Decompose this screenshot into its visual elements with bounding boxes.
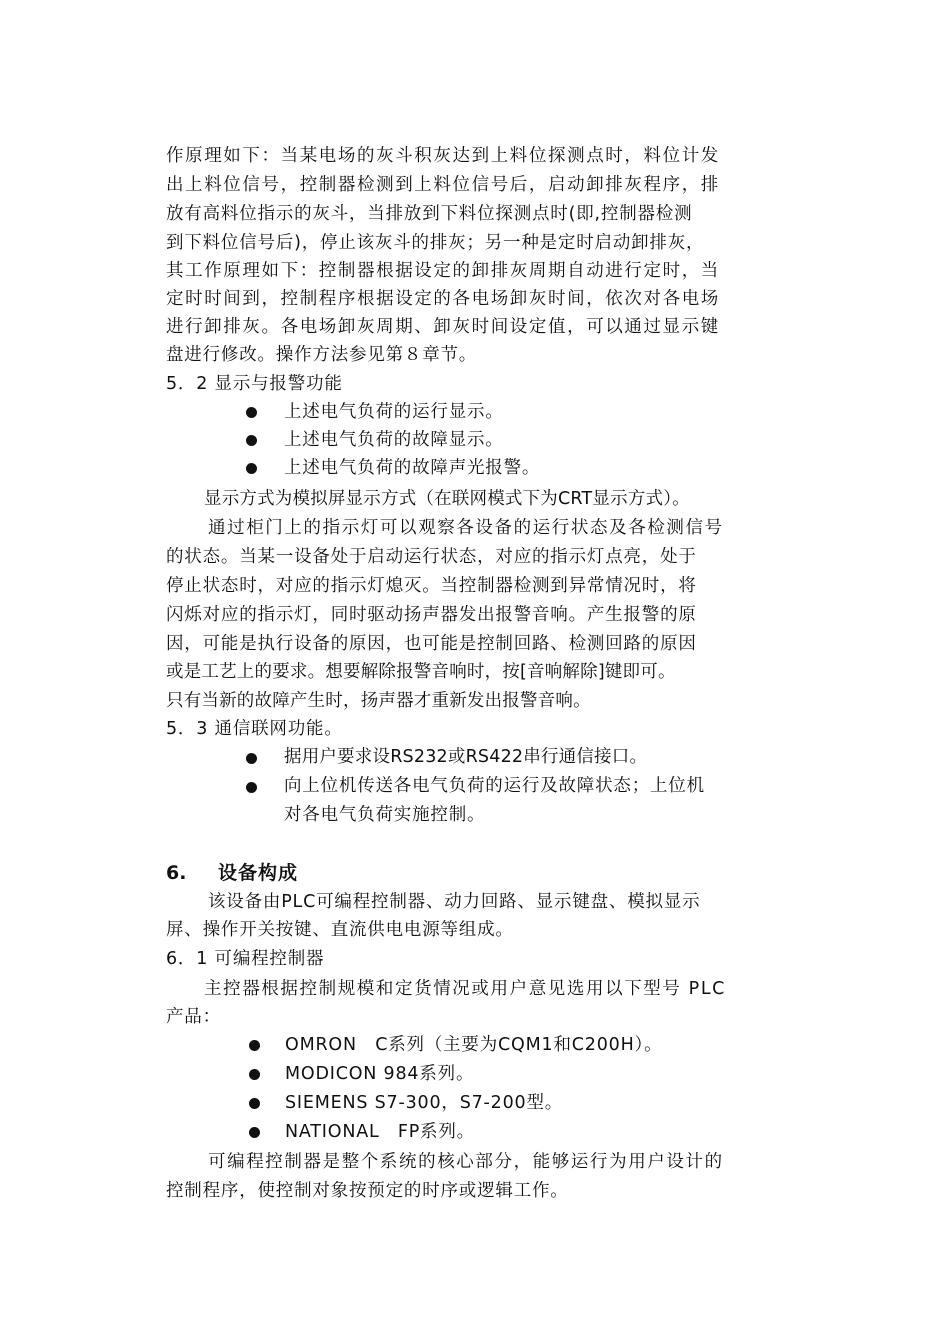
- paragraph-line: 产品：: [166, 1007, 221, 1027]
- paragraph-line: 只有当新的故障产生时，扬声器才重新发出报警音响。: [166, 691, 591, 711]
- paragraph-line: 作原理如下：当某电场的灰斗积灰达到上料位探测点时，料位计发: [166, 146, 720, 166]
- bullet-item: NATIONAL FP系列。: [285, 1122, 475, 1142]
- paragraph-line: 该设备由PLC可编程控制器、动力回路、显示键盘、模拟显示: [208, 892, 701, 912]
- bullet-dot: [246, 782, 257, 793]
- paragraph-line: 停止状态时，对应的指示灯熄灭。当控制器检测到异常情况时，将: [166, 576, 697, 596]
- paragraph-line: 可编程控制器是整个系统的核心部分，能够运行为用户设计的: [208, 1152, 724, 1172]
- bullet-dot: [246, 435, 257, 446]
- paragraph-line: 盘进行修改。操作方法参见第８章节。: [166, 345, 478, 365]
- paragraph-line: 因，可能是执行设备的原因，也可能是控制回路、检测回路的原因: [166, 634, 697, 654]
- paragraph-line: 显示方式为模拟屏显示方式（在联网模式下为CRT显示方式）。: [204, 489, 690, 509]
- bullet-dot: [246, 753, 257, 764]
- paragraph-line: 出上料位信号，控制器检测到上料位信号后，启动卸排灰程序，排: [166, 175, 720, 195]
- paragraph-line: 到下料位信号后)，停止该灰斗的排灰；另一种是定时启动卸排灰，: [166, 233, 705, 253]
- bullet-item: 向上位机传送各电气负荷的运行及故障状态；上位机: [284, 776, 705, 796]
- bullet-item: 上述电气负荷的运行显示。: [284, 402, 504, 422]
- section-heading: 6．1 可编程控制器: [166, 949, 325, 969]
- bullet-item: 上述电气负荷的故障声光报警。: [284, 458, 541, 478]
- section-heading: 5．3 通信联网功能。: [166, 719, 343, 739]
- bullet-item: SIEMENS S7-300，S7-200型。: [285, 1093, 564, 1113]
- paragraph-line: 定时时间到，控制程序根据设定的各电场卸灰时间，依次对各电场: [166, 289, 720, 309]
- bullet-dot: [249, 1127, 260, 1138]
- section-heading: 5．2 显示与报警功能: [166, 374, 343, 394]
- paragraph-line: 放有高料位指示的灰斗，当排放到下料位探测点时(即,控制器检测: [166, 204, 693, 224]
- bullet-dot: [249, 1069, 260, 1080]
- paragraph-line: 控制程序，使控制对象按预定的时序或逻辑工作。: [166, 1181, 569, 1201]
- paragraph-line: 的状态。当某一设备处于启动运行状态，对应的指示灯点亮，处于: [166, 547, 697, 567]
- bullet-dot: [246, 407, 257, 418]
- bullet-dot: [249, 1040, 260, 1051]
- paragraph-line: 通过柜门上的指示灯可以观察各设备的运行状态及各检测信号: [208, 518, 724, 538]
- bullet-item: 上述电气负荷的故障显示。: [284, 430, 504, 450]
- chapter-title: 设备构成: [218, 862, 299, 884]
- bullet-item: OMRON C系列（主要为CQM1和C200H）。: [285, 1035, 663, 1055]
- bullet-item: 对各电气负荷实施控制。: [284, 805, 486, 825]
- bullet-dot: [246, 463, 257, 474]
- bullet-dot: [249, 1098, 260, 1109]
- paragraph-line: 进行卸排灰。各电场卸灰周期、卸灰时间设定值，可以通过显示键: [166, 317, 720, 337]
- paragraph-line: 主控器根据控制规模和定货情况或用户意见选用以下型号 PLC: [204, 979, 726, 999]
- bullet-item: 据用户要求设RS232或RS422串行通信接口。: [284, 747, 648, 767]
- bullet-item: MODICON 984系列。: [285, 1064, 475, 1084]
- chapter-number: 6.: [166, 862, 187, 884]
- paragraph-line: 屏、操作开关按键、直流供电电源等组成。: [166, 920, 514, 940]
- paragraph-line: 其工作原理如下：控制器根据设定的卸排灰周期自动进行定时，当: [166, 261, 720, 281]
- paragraph-line: 闪烁对应的指示灯，同时驱动扬声器发出报警音响。产生报警的原: [166, 605, 697, 625]
- paragraph-line: 或是工艺上的要求。想要解除报警音响时，按[音响解除]键即可。: [166, 662, 676, 682]
